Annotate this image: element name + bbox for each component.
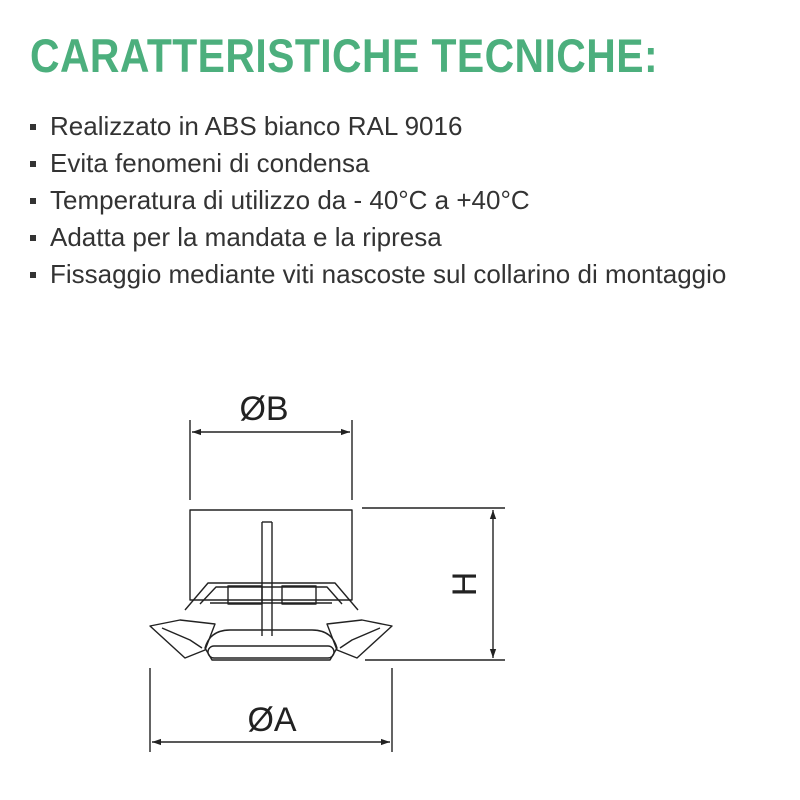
feature-text: Evita fenomeni di condensa [50, 148, 370, 178]
feature-text: Adatta per la mandata e la ripresa [50, 222, 442, 252]
page-title: CARATTERISTICHE TECNICHE: [30, 29, 659, 82]
label-height: H [446, 571, 484, 597]
dimension-b [190, 420, 352, 500]
diffuser-body [150, 510, 392, 660]
label-diameter-a: ØA [247, 701, 297, 739]
feature-text: Fissaggio mediante viti nascoste sul collarino di montaggio [50, 259, 727, 289]
feature-text: Realizzato in ABS bianco RAL 9016 [50, 111, 463, 141]
label-diameter-b: ØB [239, 390, 289, 428]
feature-text: Temperatura di utilizzo da - 40°C a +40°C [50, 185, 530, 215]
